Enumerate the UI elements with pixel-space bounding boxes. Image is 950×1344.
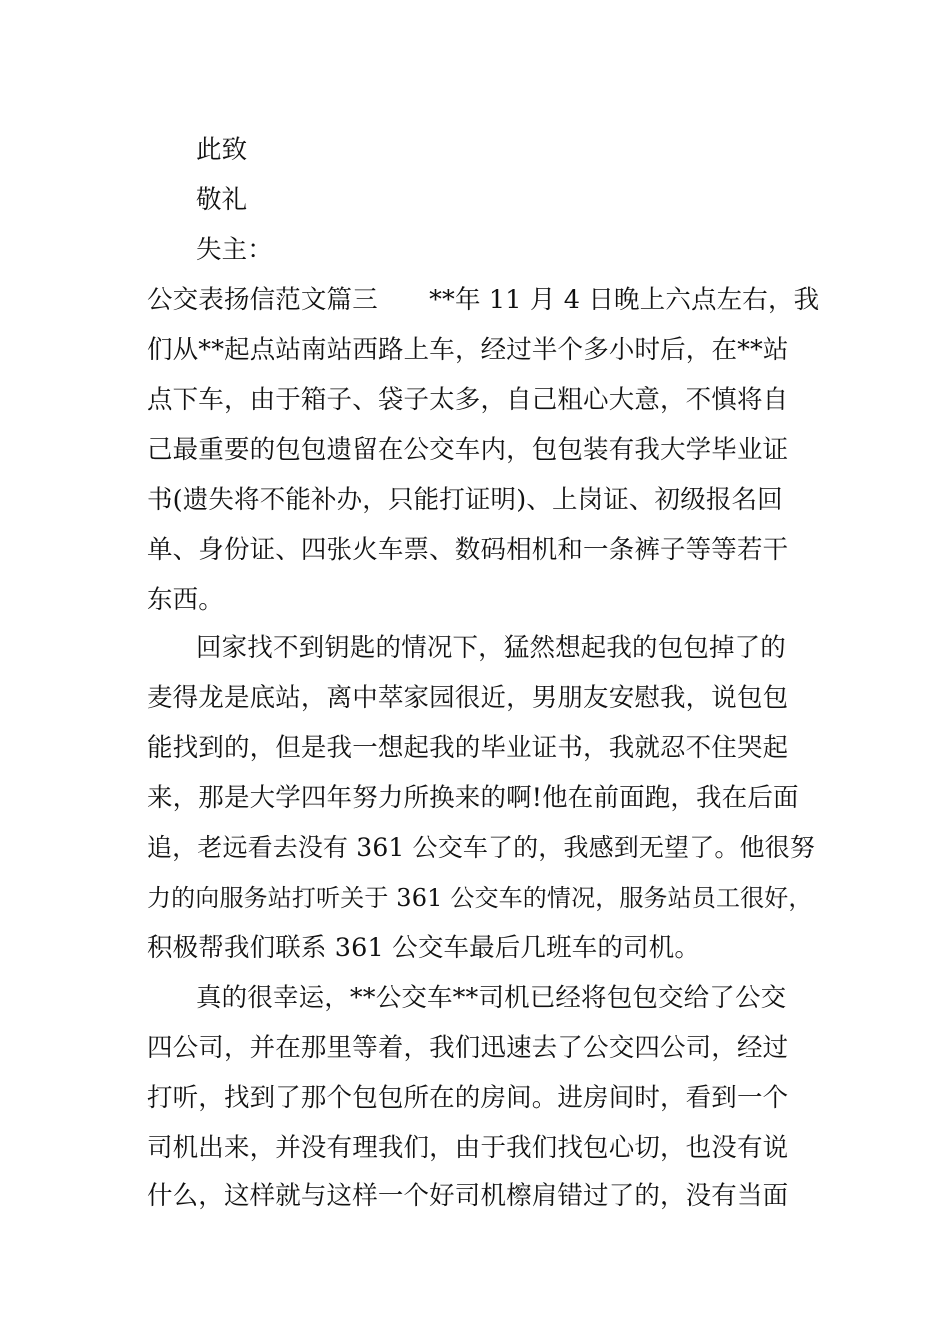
section3-line: 公交表扬信范文篇三 **年 11 月 4 日晚上六点左右，我 bbox=[147, 285, 820, 315]
section3-line: 单、身份证、四张火车票、数码相机和一条裤子等等若干 bbox=[147, 535, 789, 565]
section3-line: 点下车，由于箱子、袋子太多，自己粗心大意，不慎将自 bbox=[147, 385, 789, 415]
paragraph2-line: 积极帮我们联系 361 公交车最后几班车的司机。 bbox=[147, 933, 700, 963]
section3-line: 们从**起点站南站西路上车，经过半个多小时后，在**站 bbox=[147, 335, 789, 365]
section3-line: 己最重要的包包遗留在公交车内，包包装有我大学毕业证 bbox=[147, 435, 789, 465]
paragraph2-line: 能找到的，但是我一想起我的毕业证书，我就忍不住哭起 bbox=[147, 733, 789, 763]
closing-salutation: 此致 bbox=[196, 135, 248, 165]
paragraph2-line: 麦得龙是底站，离中萃家园很近，男朋友安慰我，说包包 bbox=[147, 683, 789, 713]
closing-regards: 敬礼 bbox=[196, 185, 248, 215]
paragraph2-line: 力的向服务站打听关于 361 公交车的情况，服务站员工很好， bbox=[147, 884, 813, 912]
section3-line: 东西。 bbox=[147, 585, 224, 615]
paragraph3-line: 什么，这样就与这样一个好司机檫肩错过了的，没有当面 bbox=[147, 1181, 789, 1211]
paragraph3-line: 真的很幸运，**公交车**司机已经将包包交给了公交 bbox=[196, 983, 787, 1013]
paragraph3-line: 司机出来，并没有理我们，由于我们找包心切，也没有说 bbox=[147, 1133, 789, 1163]
paragraph3-line: 四公司，并在那里等着，我们迅速去了公交四公司，经过 bbox=[147, 1033, 789, 1063]
paragraph2-line: 来，那是大学四年努力所换来的啊!他在前面跑，我在后面 bbox=[147, 783, 799, 813]
section3-line: 书(遗失将不能补办，只能打证明)、上岗证、初级报名回 bbox=[147, 485, 783, 515]
closing-signer: 失主： bbox=[196, 235, 273, 265]
paragraph2-line: 追，老远看去没有 361 公交车了的，我感到无望了。他很努 bbox=[147, 833, 815, 862]
paragraph3-line: 打听，找到了那个包包所在的房间。进房间时，看到一个 bbox=[147, 1083, 789, 1113]
paragraph2-line: 回家找不到钥匙的情况下，猛然想起我的包包掉了的 bbox=[196, 633, 786, 663]
